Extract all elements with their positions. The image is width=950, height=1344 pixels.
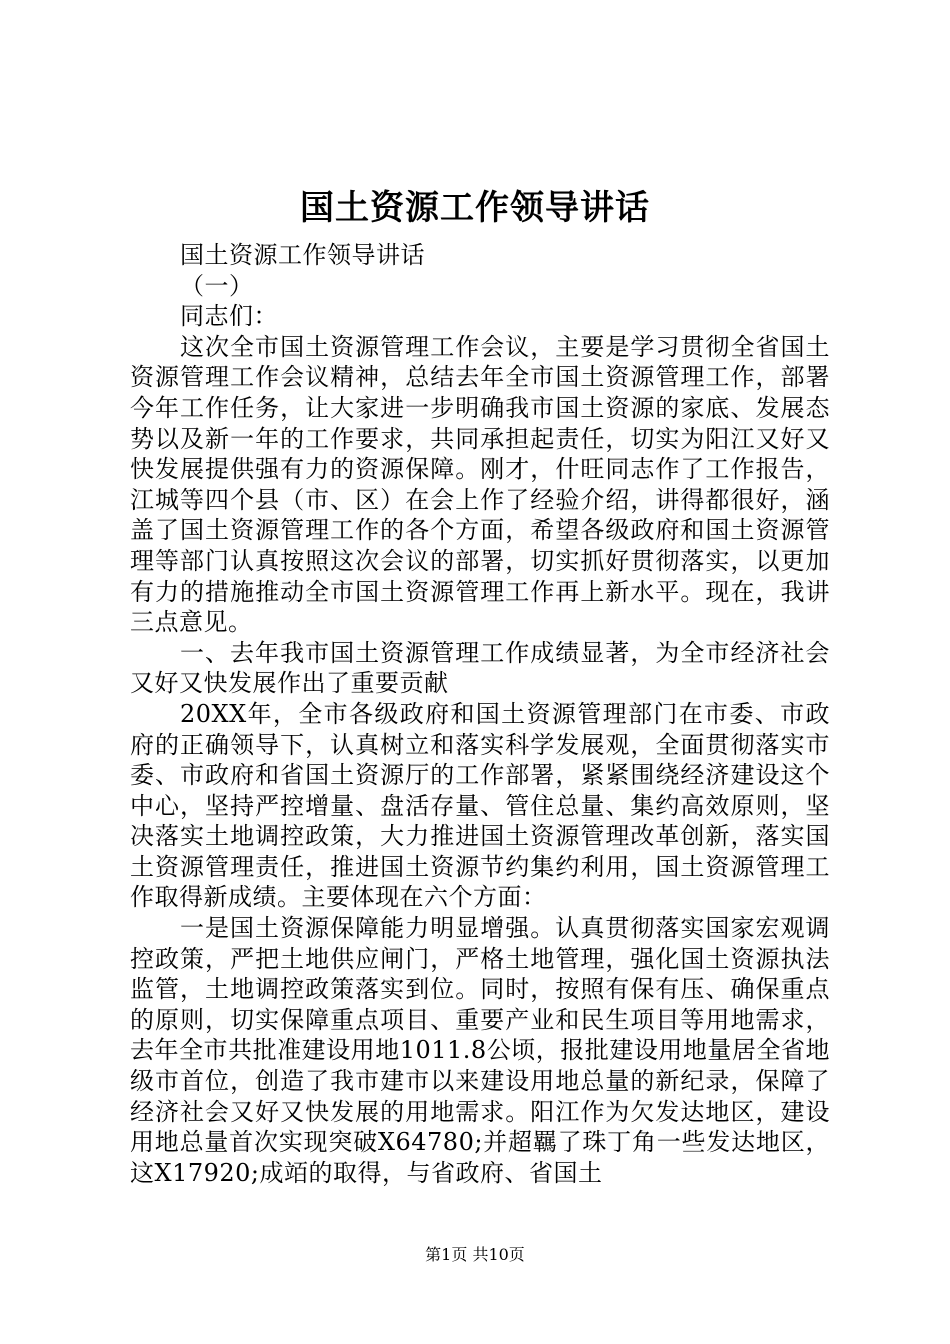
document-body xyxy=(130,240,830,1188)
body-paragraph: 一是国土资源保障能力明显增强。认真贯彻落实国家宏观调控政策，严把土地供应闸门，严格土地管理，强化国土资源执法监管，土地调控政策落实到位。同时，按照有保有压、确保重点的原则，切实保障重点项目、重要产业和民生项目等用地需求，去年全市共批准建设用地1011.8公顷，报批建设用地量居全省地级市首位，创造了我市建市以来建设用地总量的新纪录，保障了经济社会又好又快发展的用地需求。阳江作为欠发达地区，建设用地总量首次实现突破X64780;并超羈了珠丁角一些发达地区，这X17920;成竡的取得，与省政府、省国土 xyxy=(130,914,830,1187)
body-paragraph: 这次全市国土资源管理工作会议，主要是学习贯彻全省国土资源管理工作会议精神，总结去年全市国土资源管理工作，部署今年工作任务，让大家进一步明确我市国土资源的家底、发展态势以及新一年的工作要求，共同承担起责任，切实为阳江又好又快发展提供强有力的资源保障。刚才，什旺同志作了工作报告，江城等四个县（市、区）在会上作了经验介绍，讲得都很好，涵盖了国土资源管理工作的各个方面，希望各级政府和国土资源管理等部门认真按照这次会议的部署，切实抓好贯彻落实，以更加有力的措施推动全市国土资源管理工作再上新水平。现在，我讲三点意见。 xyxy=(130,332,830,637)
body-paragraph: 20XX年，全市各级政府和国土资源管理部门在市委、市政府的正确领导下，认真树立和落实科学发展观，全面贯彻落实市委、市政府和省国土资源厅的工作部署，紧紧围绕经济建设这个中心，坚持严控增量、盘活存量、管住总量、集约高效原则，坚决落实土地调控政策，大力推进国土资源管理改革创新，落实国土资源管理责任，推进国土资源节约集约利用，国土资源管理工作取得新成绩。主要体现在六个方面： xyxy=(130,699,830,912)
page-footer: 第1页 共10页 xyxy=(425,1245,525,1264)
body-heading: 一、去年我市国土资源管理工作成绩显著，为全市经济社会又好又快发展作出了重要贡献 xyxy=(130,638,830,698)
body-subtitle: 国土资源工作领导讲话 xyxy=(180,241,425,269)
body-salutation: 同志们： xyxy=(180,302,278,331)
body-section-number: （一） xyxy=(180,271,254,300)
document-title: 国土资源工作领导讲话 xyxy=(300,188,650,228)
